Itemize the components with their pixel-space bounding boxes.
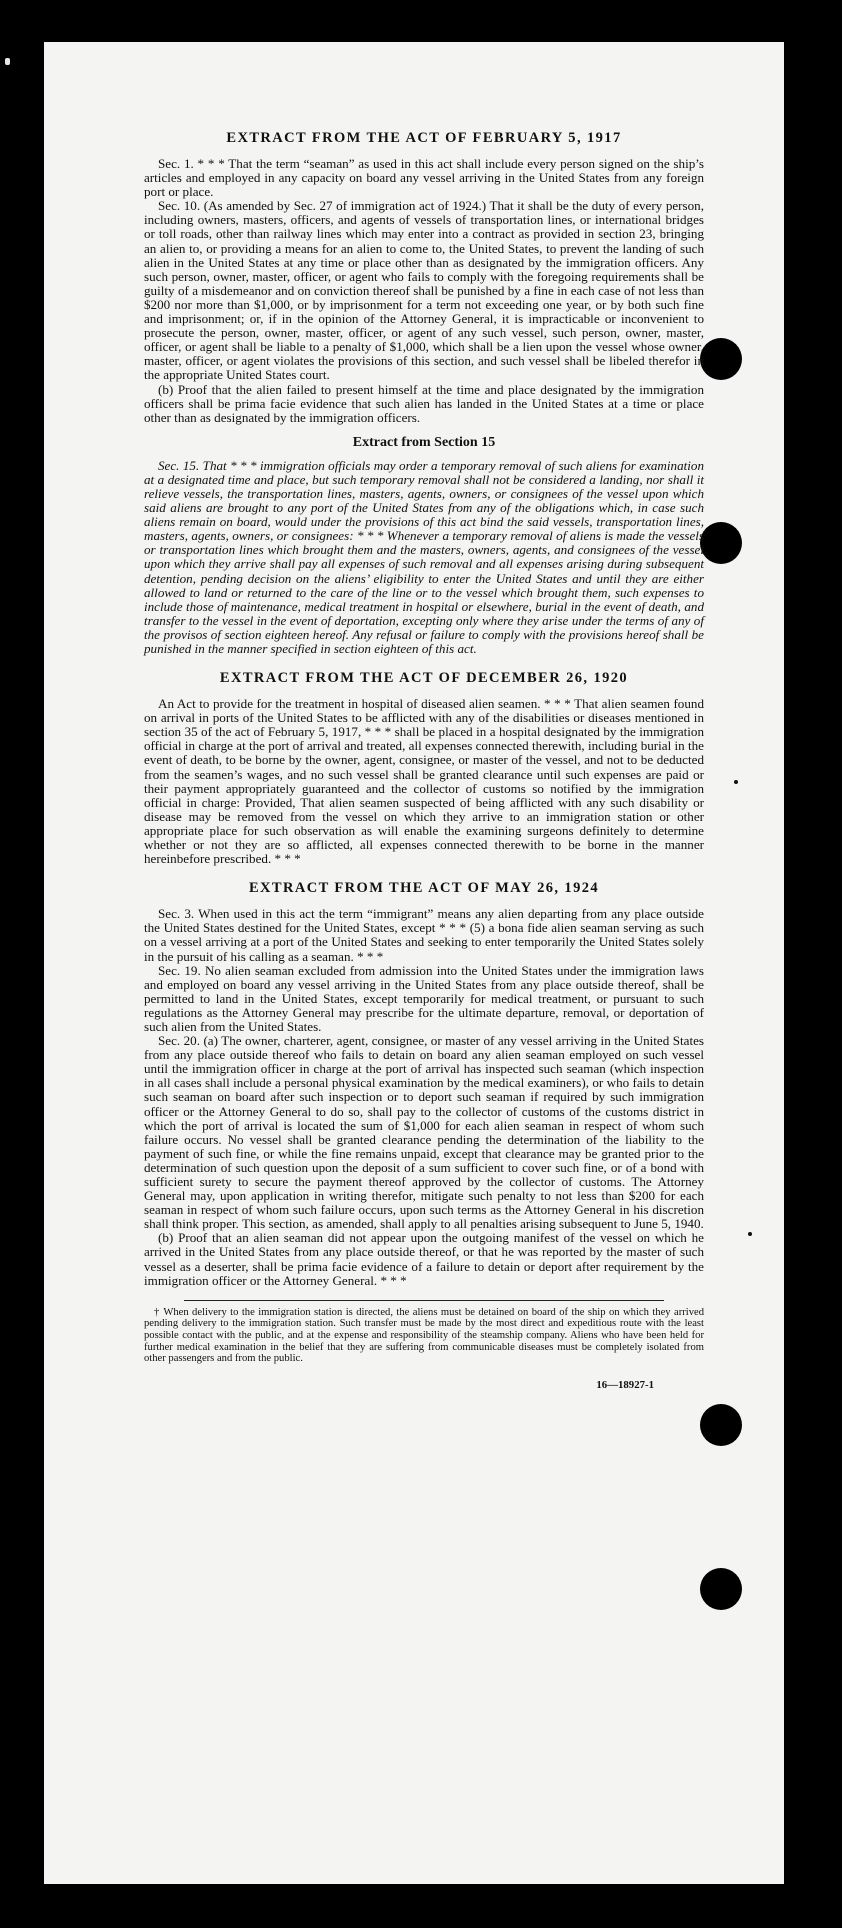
punch-hole	[700, 338, 742, 380]
footnote: † When delivery to the immigration station is directed, the aliens must be detained on board of the ship on which they arrived pending delivery to the immigration station. Such transfer must be made by the most direct and expeditious route with the least possible contact with the public, and at the expense and responsibility of the steamship company. Aliens who have been held for further medical examination in the belief that they are suffering from communicable diseases must be completely isolated from other passengers and from the public.	[144, 1306, 704, 1365]
scan-mark	[5, 58, 10, 65]
footnote-divider	[184, 1300, 664, 1301]
act-1920-text: An Act to provide for the treatment in hospital of diseased alien seamen. * * * That alien seamen found on arrival in ports of the United States to be afflicted with any of the disabilities or diseases mentioned in section 35 of the act of February 5, 1917, * * * shall be placed in a hospital designated by the immigration official in charge at the port of arrival and treated, all expenses connected therewith, including burial in the event of death, to be borne by the owner, agent, consignee, or master of the vessel, and not to be deducted from the seamen’s wages, and no such vessel shall be granted clearance until such expenses are paid or their payment appropriately guaranteed and the collector of customs so notified by the immigration official in charge: Provided, That alien seamen suspected of being afflicted with any such disability or disease may be removed from the vessel on which they arrive to an immigration station or other appropriate place for such observation as will enable the examining surgeons definitely to determine whether or not they are so afflicted, all expenses connected therewith to be borne in the manner hereinbefore prescribed. * * *	[144, 696, 704, 867]
punch-hole	[700, 1404, 742, 1446]
stray-mark	[748, 1232, 752, 1236]
section-15: Sec. 15. That * * * immigration officials may order a temporary removal of such aliens for examination at a designated time and place, but such temporary removal shall not be considered a landing, nor shall it relieve vessels, the transportation lines, masters, agents, owners, or consignees of the vessel upon which said aliens are brought to any port of the United States from any of the obligations which, in case such aliens remain on board, would under the provisions of this act bind the said vessels, transportation lines, masters, agents, owners, or consignees: * * * Whenever a temporary removal of aliens is made the vessels or transportation lines which brought them and the masters, owners, agents, and consignees of the vessel upon which they arrive shall pay all expenses of such removal and all expenses arising during subsequent detention, pending decision on the aliens’ eligibility to enter the United States and until they are either allowed to land or returned to the care of the line or to the vessel which brought them, such expenses to include those of maintenance, medical treatment in hospital or elsewhere, burial in the event of death, and transfer to the vessel in the event of deportation, excepting only where they arise under the terms of any of the provisos of section eighteen hereof. Any refusal or failure to comply with the provisions hereof shall be punished in the manner specified in section eighteen of this act.	[144, 457, 704, 656]
heading-act-1920: EXTRACT FROM THE ACT OF DECEMBER 26, 1920	[219, 670, 629, 687]
heading-act-1924: EXTRACT FROM THE ACT OF MAY 26, 1924	[248, 880, 600, 897]
section-10-b: (b) Proof that the alien failed to present himself at the time and place designated by the immigration officers shall be prima facie evidence that such alien has landed in the United States at a time or place other than as designated by the immigration officers.	[144, 381, 704, 425]
section-3: Sec. 3. When used in this act the term “immigrant” means any alien departing from any place outside the United States destined for the United States, except * * * (5) a bona fide alien seaman serving as such on a vessel arriving at a port of the United States and seeking to enter temporarily the United States solely in the pursuit of his calling as a seaman. * * *	[144, 906, 704, 964]
stray-mark	[734, 780, 738, 784]
document-body	[144, 130, 704, 1391]
section-19: Sec. 19. No alien seaman excluded from admission into the United States under the immigration laws and employed on board any vessel arriving in the United States from any place outside thereof, shall be permitted to land in the United States, except temporarily for medical treatment, or pursuant to such regulations as the Attorney General may prescribe for the ultimate departure, removal, or deportation of such alien from the United States.	[144, 962, 704, 1034]
section-1: Sec. 1. * * * That the term “seaman” as used in this act shall include every person signed on the ship’s articles and employed in any capacity on board any vessel arriving in the United States from any foreign port or place.	[144, 156, 704, 200]
heading-act-1917: EXTRACT FROM THE ACT OF FEBRUARY 5, 1917	[226, 130, 622, 146]
section-20: Sec. 20. (a) The owner, charterer, agent, consignee, or master of any vessel arriving in the United States from any place outside thereof who fails to detain on board any alien seaman employed on such vessel until the immigration officer in charge at the port of arrival has inspected such seaman (which inspection in all cases shall include a personal physical examination by the medical examiners), or who fails to detain such seaman on board after such inspection or to deport such seaman if required by such immigration officer or the Attorney General to do so, shall pay to the collector of customs of the customs district in which the port of arrival is located the sum of $1,000 for each alien seaman in respect of whom such failure occurs. No vessel shall be granted clearance pending the determination of the liability to the payment of such fine, or while the fine remains unpaid, except that clearance may be granted prior to the determination of such question upon the deposit of a sum sufficient to cover such fine, or of a bond with sufficient surety to secure the payment thereof approved by the collector of customs. The Attorney General may, upon application in writing therefor, mitigate such penalty to not less than $200 for each seaman in respect of whom such failure occurs, upon such terms as the Attorney General in his discretion shall think proper. This section, as amended, shall apply to all penalties arising subsequent to June 5, 1940.	[144, 1033, 704, 1232]
section-20-b: (b) Proof that an alien seaman did not appear upon the outgoing manifest of the vessel on which he arrived in the United States from any place outside thereof, or that he was reported by the master of such vessel as a deserter, shall be prima facie evidence of a failure to detain or deport after requirement by the immigration officer or the Attorney General. * * *	[144, 1230, 704, 1288]
punch-hole	[700, 1568, 742, 1610]
document-page	[44, 42, 784, 1884]
section-10: Sec. 10. (As amended by Sec. 27 of immigration act of 1924.) That it shall be the duty of every person, including owners, masters, officers, and agents of vessels of transportation lines, or international bridges or toll roads, other than railway lines which may enter into a contract as provided in section 23, bringing an alien to, or providing a means for an alien to come to, the United States, to prevent the landing of such alien in the United States at any time or place other than as designated by the immigration officers. Any such person, owner, master, officer, or agent who fails to comply with the foregoing requirements shall be guilty of a misdemeanor and on conviction thereof shall be punished by a fine in each case of not less than $200 nor more than $1,000, or by imprisonment for a term not exceeding one year, or by both such fine and imprisonment; or, if in the opinion of the Attorney General, it is impracticable or inconvenient to prosecute the person, owner, master, officer, or agent of any such vessel, such person, owner, master, officer, or agent shall be liable to a penalty of $1,000, which shall be a lien upon the vessel whose owner, master, officer, or agent violates the provisions of this section, and such vessel shall be libeled therefor in the appropriate United States court.	[144, 198, 704, 383]
heading-section-15: Extract from Section 15	[352, 434, 496, 450]
punch-hole	[700, 522, 742, 564]
form-code: 16—18927-1	[596, 1378, 654, 1391]
